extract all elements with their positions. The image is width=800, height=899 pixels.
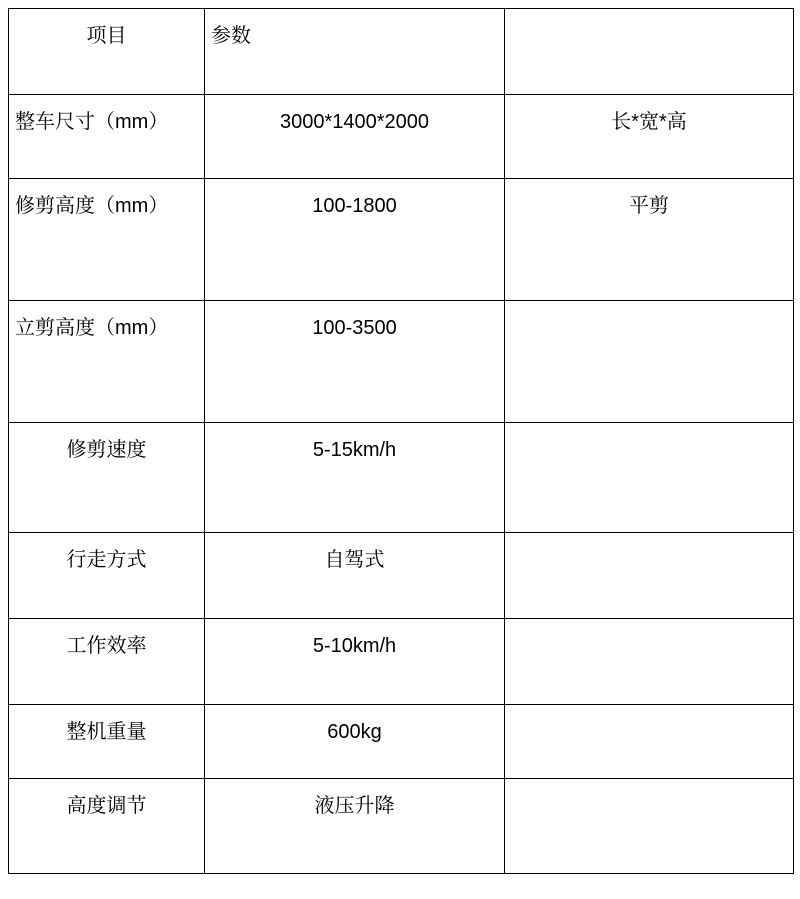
table-row (9, 779, 794, 874)
table-cell-parameter: 3000*1400*2000 (205, 95, 505, 179)
table-cell-item: 工作效率 (9, 619, 205, 705)
table-cell-note (505, 533, 794, 619)
table-row (9, 301, 794, 423)
table-cell-parameter: 100-3500 (205, 301, 505, 423)
specification-table (8, 8, 794, 874)
table-cell-parameter: 参数 (205, 9, 505, 95)
table-cell-item: 修剪高度（mm） (9, 179, 205, 301)
table-row (9, 95, 794, 179)
table-cell-parameter: 液压升降 (205, 779, 505, 874)
table-row (9, 533, 794, 619)
table-cell-parameter: 5-10km/h (205, 619, 505, 705)
table-cell-note (505, 423, 794, 533)
table-cell-parameter: 100-1800 (205, 179, 505, 301)
table-row (9, 705, 794, 779)
table-cell-item: 整车尺寸（mm） (9, 95, 205, 179)
table-cell-note (505, 705, 794, 779)
table-cell-item: 整机重量 (9, 705, 205, 779)
table-cell-note (505, 301, 794, 423)
table-cell-item: 行走方式 (9, 533, 205, 619)
table-cell-item: 立剪高度（mm） (9, 301, 205, 423)
table-cell-parameter: 自驾式 (205, 533, 505, 619)
table-cell-note (505, 779, 794, 874)
table-cell-parameter: 5-15km/h (205, 423, 505, 533)
table-cell-note: 平剪 (505, 179, 794, 301)
table-cell-parameter: 600kg (205, 705, 505, 779)
table-cell-item: 高度调节 (9, 779, 205, 874)
table-cell-item: 修剪速度 (9, 423, 205, 533)
table-cell-note (505, 9, 794, 95)
table-cell-item: 项目 (9, 9, 205, 95)
table-row (9, 179, 794, 301)
table-cell-note: 长*宽*高 (505, 95, 794, 179)
table-row (9, 9, 794, 95)
table-row (9, 619, 794, 705)
table-row (9, 423, 794, 533)
table-cell-note (505, 619, 794, 705)
